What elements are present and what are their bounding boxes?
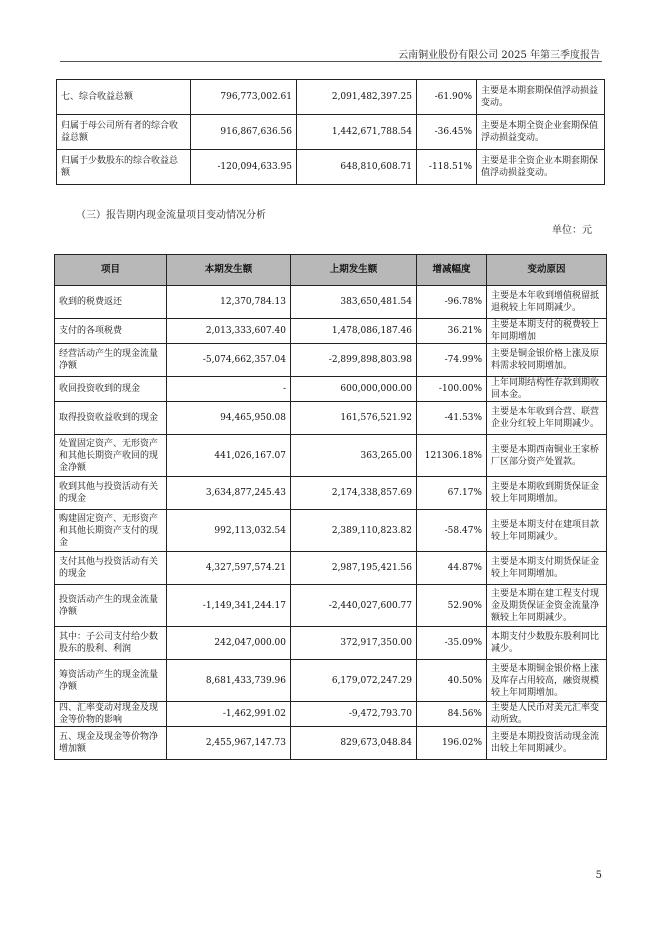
change-cell: -100.00%: [417, 377, 487, 402]
change-cell: -41.53%: [417, 402, 487, 435]
reason-cell: 主要是本期全资企业套期保值浮动损益变动。: [477, 115, 605, 150]
change-cell: -58.47%: [417, 510, 487, 552]
previous-cell: 600,000,000.00: [291, 377, 417, 402]
previous-cell: -2,440,027,600.77: [291, 585, 417, 627]
current-cell: -1,149,341,244.17: [167, 585, 291, 627]
previous-cell: -2,899,898,803.98: [291, 344, 417, 377]
table-row: [55, 344, 607, 377]
reason-cell: 主要是铜金银价格上涨及原料需求较同期增加。: [487, 344, 607, 377]
item-cell: 收到的税费返还: [55, 286, 167, 319]
change-cell: -61.90%: [417, 80, 477, 115]
item-cell: 五、现金及现金等价物净增加额: [55, 727, 167, 760]
reason-cell: 主要是本期支付在建项目款较上年同期减少。: [487, 510, 607, 552]
previous-cell: -9,472,793.70: [291, 702, 417, 727]
table-row: [57, 150, 605, 185]
header-divider: [60, 61, 602, 62]
current-cell: 4,327,597,574.21: [167, 552, 291, 585]
current-cell: -5,074,662,357.04: [167, 344, 291, 377]
header-item: 项目: [55, 255, 167, 286]
change-cell: -35.09%: [417, 627, 487, 660]
change-cell: -96.78%: [417, 286, 487, 319]
table-row: [55, 435, 607, 477]
header-previous: 上期发生额: [291, 255, 417, 286]
table-row: [55, 377, 607, 402]
reason-cell: 主要是本期在建工程支付现金及期货保证金资金流量净额较上年同期减少。: [487, 585, 607, 627]
current-cell: -1,462,991.02: [167, 702, 291, 727]
current-cell: 796,773,002.61: [191, 80, 297, 115]
item-cell: 归属于少数股东的综合收益总额: [57, 150, 191, 185]
table-row: [55, 727, 607, 760]
table-row: [55, 477, 607, 510]
item-cell: 处置固定资产、无形资产和其他长期资产收回的现金净额: [55, 435, 167, 477]
change-cell: -74.99%: [417, 344, 487, 377]
change-cell: -36.45%: [417, 115, 477, 150]
item-cell: 筹资活动产生的现金流量净额: [55, 660, 167, 702]
previous-cell: 2,091,482,397.25: [297, 80, 417, 115]
previous-cell: 2,174,338,857.69: [291, 477, 417, 510]
item-cell: 支付其他与投资活动有关的现金: [55, 552, 167, 585]
table-row: [55, 660, 607, 702]
table-row: [55, 627, 607, 660]
change-cell: 52.90%: [417, 585, 487, 627]
table-header-row: [55, 255, 607, 286]
page-number: 5: [595, 870, 602, 881]
header-current: 本期发生额: [167, 255, 291, 286]
reason-cell: 主要是本期铜金银价格上涨及库存占用较高，融资规模较上年同期增加。: [487, 660, 607, 702]
previous-cell: 648,810,608.71: [297, 150, 417, 185]
header-reason: 变动原因: [487, 255, 607, 286]
table-row: [55, 286, 607, 319]
reason-cell: 主要是人民币对美元汇率变动所致。: [487, 702, 607, 727]
reason-cell: 主要是本期西南铜业王家桥厂区部分资产处置款。: [487, 435, 607, 477]
table-row: [57, 80, 605, 115]
current-cell: 441,026,167.07: [167, 435, 291, 477]
change-cell: 67.17%: [417, 477, 487, 510]
table-row: [55, 510, 607, 552]
current-cell: 992,113,032.54: [167, 510, 291, 552]
reason-cell: 主要是本期支付期货保证金较上年同期增加。: [487, 552, 607, 585]
item-cell: 投资活动产生的现金流量净额: [55, 585, 167, 627]
reason-cell: 主要是本期支付的税费较上年同期增加: [487, 319, 607, 344]
header-change: 增减幅度: [417, 255, 487, 286]
change-cell: 121306.18%: [417, 435, 487, 477]
item-cell: 经营活动产生的现金流量净额: [55, 344, 167, 377]
unit-label: 单位：元: [552, 225, 592, 236]
change-cell: 44.87%: [417, 552, 487, 585]
reason-cell: 主要是本年收到合营、联营企业分红较上年同期减少。: [487, 402, 607, 435]
item-cell: 购建固定资产、无形资产和其他长期资产支付的现金: [55, 510, 167, 552]
reason-cell: 主要是本期套期保值浮动损益变动。: [477, 80, 605, 115]
item-cell: 收到其他与投资活动有关的现金: [55, 477, 167, 510]
item-cell: 七、综合收益总额: [57, 80, 191, 115]
previous-cell: 6,179,072,247.29: [291, 660, 417, 702]
current-cell: 8,681,433,739.96: [167, 660, 291, 702]
item-cell: 收回投资收到的现金: [55, 377, 167, 402]
reason-cell: 主要是本年收到增值税留抵退税较上年同期减少。: [487, 286, 607, 319]
item-cell: 取得投资收益收到的现金: [55, 402, 167, 435]
cash-flow-table: [54, 254, 607, 760]
previous-cell: 2,987,195,421.56: [291, 552, 417, 585]
table-row: [55, 319, 607, 344]
change-cell: 196.02%: [417, 727, 487, 760]
page-header: 云南铜业股份有限公司 2025 年第三季度报告: [398, 50, 600, 61]
reason-cell: 主要是非全资企业本期套期保值浮动损益变动。: [477, 150, 605, 185]
item-cell: 支付的各项税费: [55, 319, 167, 344]
table-row: [57, 115, 605, 150]
previous-cell: 1,478,086,187.46: [291, 319, 417, 344]
reason-cell: 主要是本期收到期货保证金较上年同期增加。: [487, 477, 607, 510]
reason-cell: 主要是本期投资活动现金流出较上年同期减少。: [487, 727, 607, 760]
current-cell: 242,047,000.00: [167, 627, 291, 660]
current-cell: 916,867,636.56: [191, 115, 297, 150]
previous-cell: 829,673,048.84: [291, 727, 417, 760]
previous-cell: 161,576,521.92: [291, 402, 417, 435]
previous-cell: 1,442,671,788.54: [297, 115, 417, 150]
current-cell: -120,094,633.95: [191, 150, 297, 185]
table-row: [55, 402, 607, 435]
table-row: [55, 552, 607, 585]
table-row: [55, 702, 607, 727]
current-cell: 12,370,784.13: [167, 286, 291, 319]
table-row: [55, 585, 607, 627]
comprehensive-income-table: [56, 79, 605, 185]
current-cell: 3,634,877,245.43: [167, 477, 291, 510]
item-cell: 归属于母公司所有者的综合收益总额: [57, 115, 191, 150]
previous-cell: 383,650,481.54: [291, 286, 417, 319]
current-cell: -: [167, 377, 291, 402]
previous-cell: 372,917,350.00: [291, 627, 417, 660]
current-cell: 2,013,333,607.40: [167, 319, 291, 344]
current-cell: 94,465,950.08: [167, 402, 291, 435]
section-title: （三）报告期内现金流量项目变动情况分析: [76, 210, 266, 221]
current-cell: 2,455,967,147.73: [167, 727, 291, 760]
item-cell: 其中：子公司支付给少数股东的股利、利润: [55, 627, 167, 660]
change-cell: 40.50%: [417, 660, 487, 702]
previous-cell: 363,265.00: [291, 435, 417, 477]
change-cell: 84.56%: [417, 702, 487, 727]
reason-cell: 本期支付少数股东股利同比减少。: [487, 627, 607, 660]
change-cell: 36.21%: [417, 319, 487, 344]
change-cell: -118.51%: [417, 150, 477, 185]
reason-cell: 上年同期结构性存款到期收回本金。: [487, 377, 607, 402]
item-cell: 四、汇率变动对现金及现金等价物的影响: [55, 702, 167, 727]
previous-cell: 2,389,110,823.82: [291, 510, 417, 552]
